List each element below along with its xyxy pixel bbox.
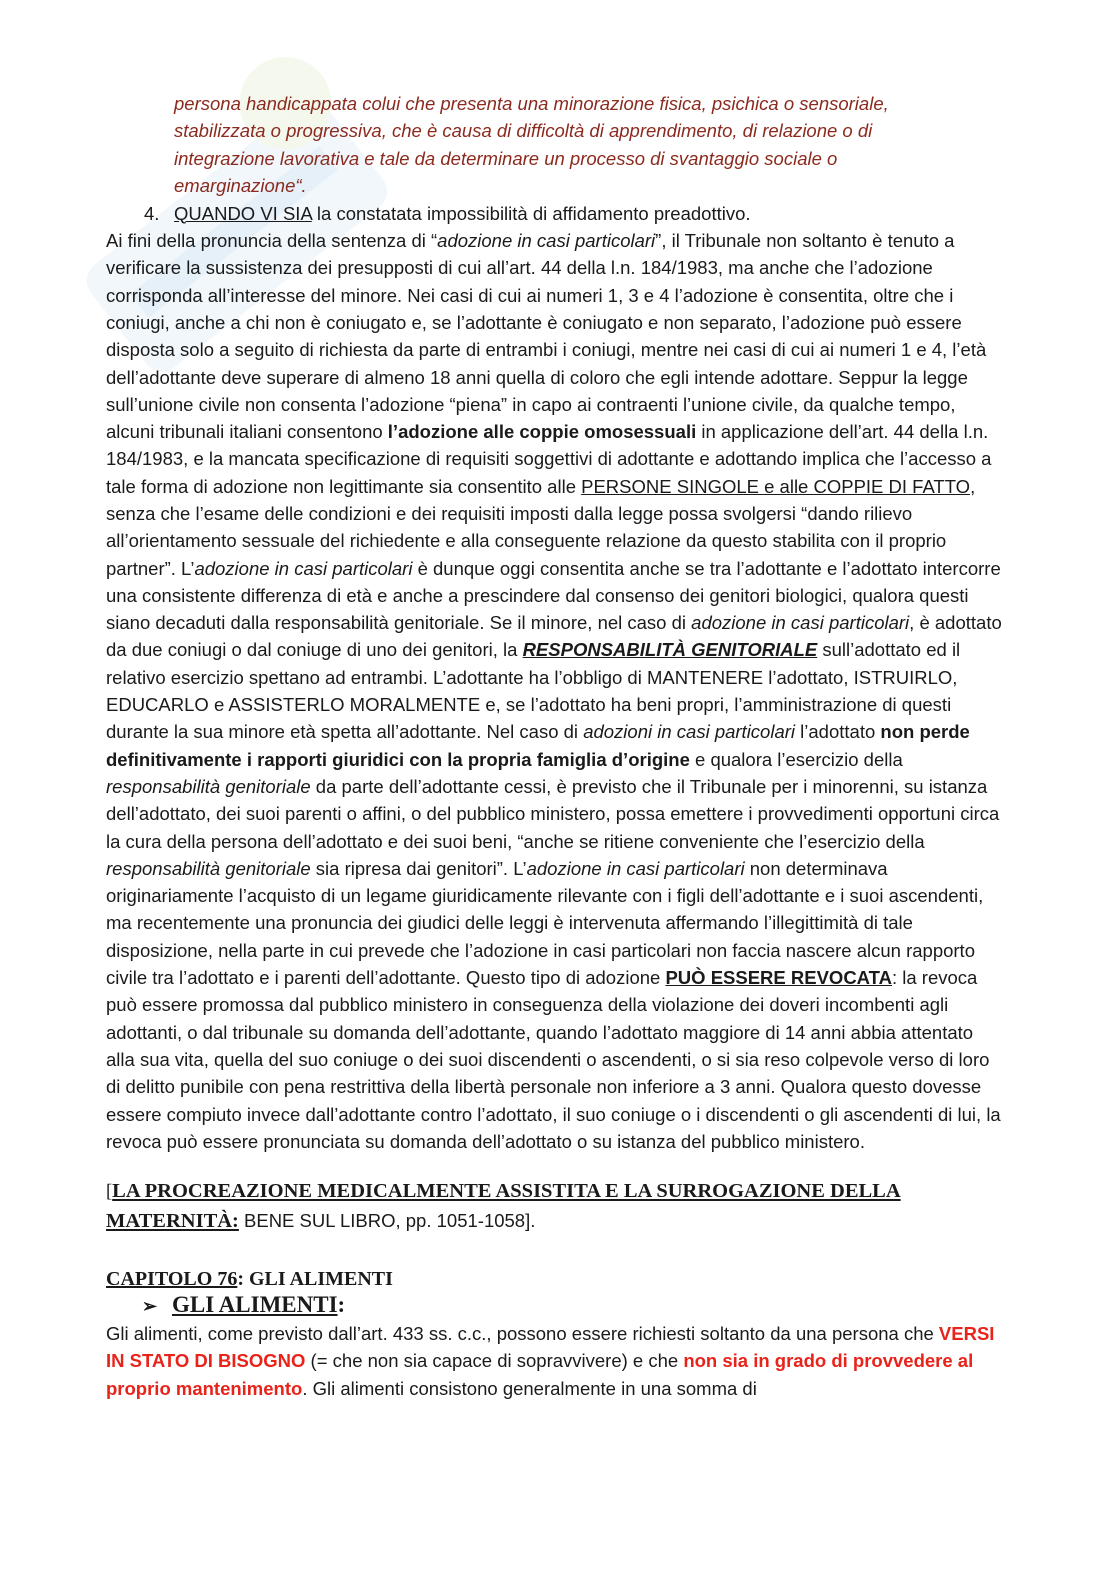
text-run: sia ripresa dai genitori”. L’ — [310, 857, 527, 879]
bold-run: l’adozione alle coppie omosessuali — [387, 421, 697, 443]
paragraph-adozione — [106, 227, 1006, 1155]
italic-run: adozione in casi particolari — [526, 857, 745, 879]
paragraph-alimenti — [106, 1320, 1006, 1402]
italic-run: adozione in casi particolari — [437, 230, 656, 252]
list-item-underlined: QUANDO VI SIA — [174, 202, 312, 224]
quote-line: persona handicappata colui che presenta una minorazione fisica, psichica o sensoriale, — [174, 93, 889, 114]
red-emphasis-run: non sia in grado di provvedere al proprio mantenimento — [106, 1350, 974, 1399]
bold-italic-underlined-run: RESPONSABILITÀ GENITORIALE — [522, 639, 818, 661]
text-run: (= che non sia capace di sopravvivere) e che — [305, 1350, 684, 1372]
text-run: . Gli alimenti consistono generalmente in una somma di — [302, 1377, 757, 1399]
list-number: 4. — [144, 202, 160, 224]
underlined-run: PERSONE SINGOLE e alle COPPIE DI FATTO — [581, 475, 971, 497]
arrow-bullet-icon: ➢ — [142, 1296, 158, 1317]
italic-run: adozioni in casi particolari — [583, 721, 796, 743]
italic-run: responsabilità genitoriale — [106, 857, 311, 879]
list-item-text: la constatata impossibilità di affidamento preadottivo. — [311, 202, 751, 224]
quote-line: integrazione lavorativa e tale da determinare un processo di svantaggio sociale o — [174, 147, 838, 169]
text-run: , senza che l’esame delle condizioni e dei requisiti imposti dalla legge possa svolgersi “dando rilievo all’orientamento sessuale del richiedente e alla conseguente relazione da questo stabilita con il proprio partner”. L’ — [106, 475, 976, 579]
section-colon: : — [337, 1292, 346, 1318]
text-run: l’adottato — [795, 721, 881, 743]
text-run: ”, il Tribunale non soltanto è tenuto a verificare la sussistenza dei presupposti di cui all’art. 44 della l.n. 184/1983, ma anche che l’adozione corrisponda all’interesse del minore. Nei casi di cui ai numeri 1, 3 e 4 l’adozione è consentita, oltre che i coniugi, anche a chi non è coniugato e, se l’adottante è coniugato e non separato, l’adozione può essere disposta solo a seguito di richiesta da parte di entrambi i coniugi, mentre nei casi di cui ai numeri 1 e 4, l’età dell’adottante deve superare di almeno 18 anni quella di coloro che egli intende adottare. Seppur la legge sull’unione civile non consenta l’adozione “piena” in capo ai contraenti l’unione civile, da qualche tempo, alcuni tribunali italiani consentono — [106, 230, 987, 443]
italic-run: responsabilità genitoriale — [106, 775, 311, 797]
text-run: e qualora l’esercizio della — [689, 748, 903, 770]
text-run: , è adottato da due coniugi o dal coniuge di uno dei genitori, la — [106, 612, 1002, 661]
chapter-title: : GLI ALIMENTI — [237, 1268, 393, 1291]
red-emphasis-run: VERSI IN STATO DI BISOGNO — [106, 1323, 995, 1372]
italic-run: adozione in casi particolari — [691, 612, 910, 634]
bracket-open: [ — [106, 1182, 113, 1203]
text-run: sull’adottato ed il relativo esercizio spettano ad entrambi. L’adottante ha l’obbligo di MANTENERE l’adottato, ISTRUIRLO, EDUCARLO e ASSISTERLO MORALMENTE e, se l’adottato ha beni propri, l’amministrazione di questi durante la sua minore età spetta all’adottante. Nel caso di — [106, 639, 961, 743]
bold-run: non perde definitivamente i rapporti giuridici con la propria famiglia d’origine — [106, 721, 970, 770]
text-run: è dunque oggi consentita anche se tra l’adottante e l’adottato intercorre una consistente differenza di età e anche a prescindere dal consenso dei genitori biologici, qualora questi siano decaduti dalla responsabilità genitoriale. Se il minore, nel caso di — [106, 557, 1001, 634]
text-run: in applicazione dell’art. 44 della l.n. 184/1983, e la mancata specificazione di requisiti soggettivi di adottante e adottando implica che l’accesso a tale forma di adozione non legittimante sia consentito alle — [106, 421, 992, 497]
bracket-note — [106, 1177, 1006, 1235]
quote-block — [174, 90, 1006, 200]
bracket-heading: LA PROCREAZIONE MEDICALMENTE ASSISTITA E LA SURROGAZIONE DELLA MATERNITÀ: — [106, 1180, 901, 1232]
chapter-label: CAPITOLO 76 — [106, 1268, 238, 1291]
bold-underlined-run: PUÒ ESSERE REVOCATA — [665, 967, 892, 989]
text-run: Ai fini della pronuncia della sentenza di “ — [106, 230, 438, 252]
quote-line: emarginazione“. — [174, 175, 307, 197]
section-bullet — [142, 1291, 1006, 1320]
bracket-text: BENE SUL LIBRO, pp. 1051-1058]. — [238, 1209, 536, 1231]
text-run: Gli alimenti, come previsto dall’art. 433 ss. c.c., possono essere richiesti soltanto da una persona che — [106, 1323, 939, 1345]
list-item-4 — [144, 200, 1006, 227]
document-page — [106, 90, 1006, 1402]
text-run: non determinava originariamente l’acquisto di un legame giuridicamente rilevante con i figli dell’adottante e i suoi ascendenti, ma recentemente una pronuncia dei giudici delle leggi è intervenuta affermando l’illegittimità di tale disposizione, nella parte in cui prevede che l’adozione in casi particolari non faccia nascere alcun rapporto civile tra l’adottato e i parenti dell’adottante. Questo tipo di adozione — [106, 857, 984, 989]
text-run: : la revoca può essere promossa dal pubblico ministero in conseguenza della violazione dei doveri incombenti agli adottanti, o dal tribunale su domanda dell’adottante, quando l’adottato maggiore di 14 anni abbia attentato alla sua vita, quella del suo coniuge o dei suoi discendenti o ascendenti, o si sia reso colpevole verso di loro di delitto punibile con pena restrittiva della libertà personale non inferiore a 3 anni. Qualora questo dovesse essere compiuto invece dall’adottante contro l’adottato, il suo coniuge o i discendenti o gli ascendenti di lui, la revoca può essere pronunciata su domanda dell’adottato o su istanza del pubblico ministero. — [106, 967, 1001, 1152]
section-title: GLI ALIMENTI — [172, 1292, 338, 1318]
chapter-heading — [106, 1267, 1006, 1291]
text-run: da parte dell’adottante cessi, è previsto che il Tribunale per i minorenni, su istanza dell’adottato, dei suoi parenti o affini, o del pubblico ministero, possa emettere i provvedimenti opportuni circa la cura della persona dell’adottato e dei suoi beni, “anche se ritiene conveniente che l’esercizio della — [106, 775, 1000, 852]
italic-run: adozione in casi particolari — [194, 557, 413, 579]
quote-line: stabilizzata o progressiva, che è causa di difficoltà di apprendimento, di relazione o di — [174, 120, 873, 142]
